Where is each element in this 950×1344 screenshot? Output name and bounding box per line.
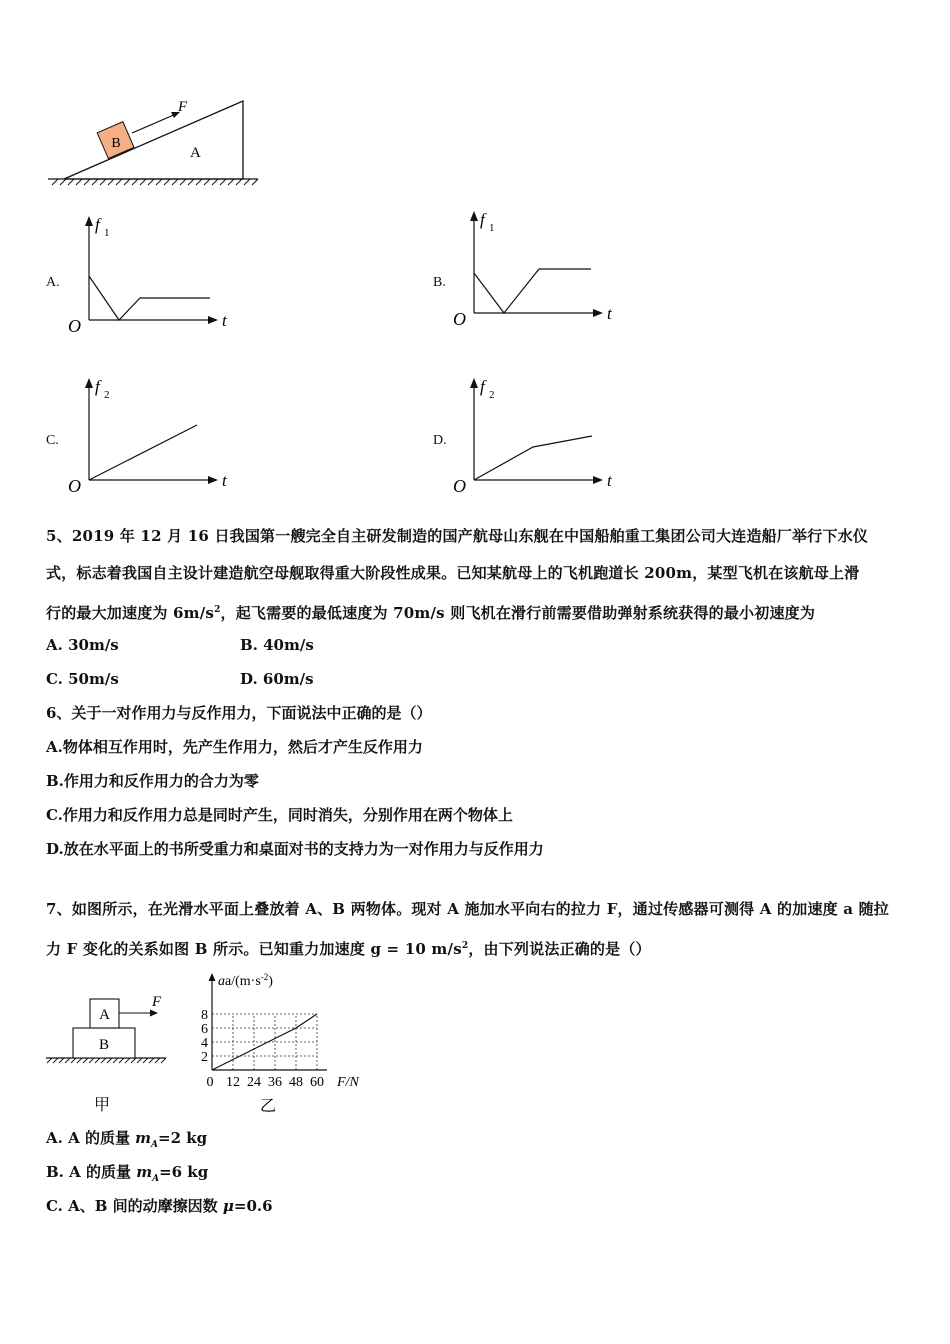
graph-b-y-arrow	[470, 211, 478, 221]
yi-x-tick-label: 36	[268, 1075, 282, 1090]
yi-x-tick-label: 24	[247, 1075, 261, 1090]
force-label: F	[178, 99, 188, 115]
figure-jia	[44, 990, 174, 1115]
graph-b-x-arrow	[593, 309, 603, 317]
graph-a-origin: O	[68, 316, 81, 336]
graph-d-y-label: f	[480, 377, 485, 396]
q5-option-c[interactable]: C. 50m/s	[46, 670, 119, 688]
q7-option-b-val: =6 kg	[159, 1163, 209, 1181]
option-b-label: B.	[433, 275, 446, 290]
yi-y-axis-label-sup: -2	[260, 972, 269, 982]
yi-y-tick-label: 4	[201, 1036, 208, 1051]
q6-option-c[interactable]: C.作用力和反作用力总是同时产生，同时消失，分别作用在两个物体上	[46, 806, 513, 824]
graph-b-y-label: f	[480, 210, 485, 229]
graph-b-curve	[474, 269, 591, 313]
yi-y-tick-label: 6	[201, 1022, 208, 1037]
yi-x-tick-label: 48	[289, 1075, 303, 1090]
graph-b-y-sub: 1	[489, 222, 495, 234]
q7-line-2	[46, 936, 651, 959]
yi-x-tick-label: 0	[206, 1075, 214, 1090]
force-arrow	[132, 114, 176, 133]
q5-line-2: 式，标志着我国自主设计建造航空母舰取得重大阶段性成果。已知某航母上的飞机跑道长 200m，某型飞机在该航母上滑	[46, 564, 860, 582]
yi-y-axis-label-end: )	[268, 974, 273, 989]
q7-option-a-m: m	[135, 1129, 152, 1147]
q6-stem: 6、关于一对作用力与反作用力，下面说法中正确的是（）	[46, 704, 432, 722]
graph-a	[62, 208, 237, 338]
q7-line-2-sup: 2	[461, 941, 469, 951]
option-c-label: C.	[46, 433, 59, 448]
yi-y-arrow	[209, 973, 216, 981]
graph-c	[62, 370, 237, 500]
q6-option-d[interactable]: D.放在水平面上的书所受重力和桌面对书的支持力为一对作用力与反作用力	[46, 840, 544, 858]
jia-force-label: F	[152, 994, 162, 1010]
graph-b-x-label: t	[607, 304, 612, 323]
graph-d-x-label: t	[607, 471, 612, 490]
graph-c-x-label: t	[222, 471, 227, 490]
q6-option-a[interactable]: A.物体相互作用时，先产生作用力，然后才产生反作用力	[46, 738, 423, 756]
graph-b-origin: O	[453, 309, 466, 329]
q7-option-c-pre: C. A、B 间的动摩擦因数	[46, 1197, 223, 1215]
q5-line-1: 5、2019 年 12 月 16 日我国第一艘完全自主研发制造的国产航母山东舰在中国船舶重工集团公司大连造船厂举行下水仪	[46, 527, 869, 545]
jia-block-b-label: B	[98, 1037, 110, 1053]
q5-line-3	[46, 600, 815, 623]
graph-c-y-sub: 2	[104, 389, 110, 401]
ground-hatch	[52, 179, 258, 185]
graph-d-curve	[474, 436, 592, 480]
yi-y-axis-label-text: a/(m·s	[225, 974, 261, 989]
q7-option-b-pre: B. A 的质量	[46, 1163, 137, 1181]
graph-c-y-arrow	[85, 378, 93, 388]
q7-option-a-pre: A. A 的质量	[46, 1129, 136, 1147]
q5-option-a[interactable]: A. 30m/s	[46, 636, 119, 654]
graph-a-curve	[89, 276, 210, 320]
yi-y-tick-label: 8	[201, 1008, 208, 1023]
yi-x-tick-label: 60	[310, 1075, 324, 1090]
yi-y-axis-label: $aa/(m\cdot s^{-2})$	[218, 972, 273, 989]
graph-a-y-arrow	[85, 216, 93, 226]
q7-option-a-sub: A	[151, 1140, 159, 1150]
graph-d-origin: O	[453, 476, 466, 496]
q7-line-2b: ，由下列说法正确的是（）	[468, 940, 651, 958]
graph-d-y-arrow	[470, 378, 478, 388]
graph-c-curve	[89, 425, 197, 480]
graph-d-y-sub: 2	[489, 389, 495, 401]
q7-option-a-val: =2 kg	[158, 1129, 208, 1147]
q7-option-c[interactable]	[46, 1196, 273, 1216]
yi-caption: 乙	[259, 1098, 277, 1115]
option-d-label: D.	[433, 433, 447, 448]
jia-block-a-label: A	[99, 1007, 110, 1023]
q5-line-3a: 行的最大加速度为 6m/s	[46, 604, 215, 622]
graph-a-x-label: t	[222, 311, 227, 330]
yi-x-tick-label: 12	[226, 1075, 240, 1090]
graph-a-x-arrow	[208, 316, 218, 324]
q7-option-b-sub: A	[152, 1174, 160, 1184]
figure-yi-chart	[190, 965, 380, 1117]
q7-line-2a: 力 F 变化的关系如图 B 所示。已知重力加速度 g = 10 m/s	[46, 940, 462, 958]
q7-option-b[interactable]	[46, 1162, 208, 1189]
graph-a-y-sub: 1	[104, 227, 110, 239]
jia-ground-hatch	[47, 1058, 166, 1063]
yi-y-tick-label: 2	[201, 1050, 208, 1065]
q7-option-a[interactable]	[46, 1128, 207, 1155]
jia-caption: 甲	[93, 1097, 111, 1114]
yi-x-axis-label: F/N	[337, 1075, 359, 1090]
q7-option-c-val: =0.6	[233, 1197, 273, 1215]
incline-label: A	[190, 145, 201, 161]
jia-force-arrowhead	[150, 1010, 158, 1017]
graph-c-origin: O	[68, 476, 81, 496]
q7-option-b-m: m	[136, 1163, 153, 1181]
incline-figure	[40, 95, 270, 190]
option-a-label: A.	[46, 275, 60, 290]
incline-a	[64, 101, 243, 179]
q5-line-3b: ，起飞需要的最低速度为 70m/s 则飞机在滑行前需要借助弹射系统获得的最小初速度为	[220, 604, 816, 622]
q6-option-b[interactable]: B.作用力和反作用力的合力为零	[46, 772, 259, 790]
graph-b	[447, 203, 622, 333]
q5-line-3-sup: 2	[214, 605, 221, 615]
q5-option-d[interactable]: D. 60m/s	[240, 670, 314, 688]
graph-d	[447, 370, 622, 500]
q7-option-c-mu: μ	[222, 1197, 234, 1215]
graph-d-x-arrow	[593, 476, 603, 484]
graph-c-x-arrow	[208, 476, 218, 484]
graph-c-y-label: f	[95, 377, 100, 396]
graph-a-y-label: f	[95, 215, 100, 234]
q5-option-b[interactable]: B. 40m/s	[240, 636, 314, 654]
block-b-label: B	[111, 136, 121, 151]
q7-line-1: 7、如图所示，在光滑水平面上叠放着 A、B 两物体。现对 A 施加水平向右的拉力 F，通过传感器可测得 A 的加速度 a 随拉	[46, 900, 890, 918]
